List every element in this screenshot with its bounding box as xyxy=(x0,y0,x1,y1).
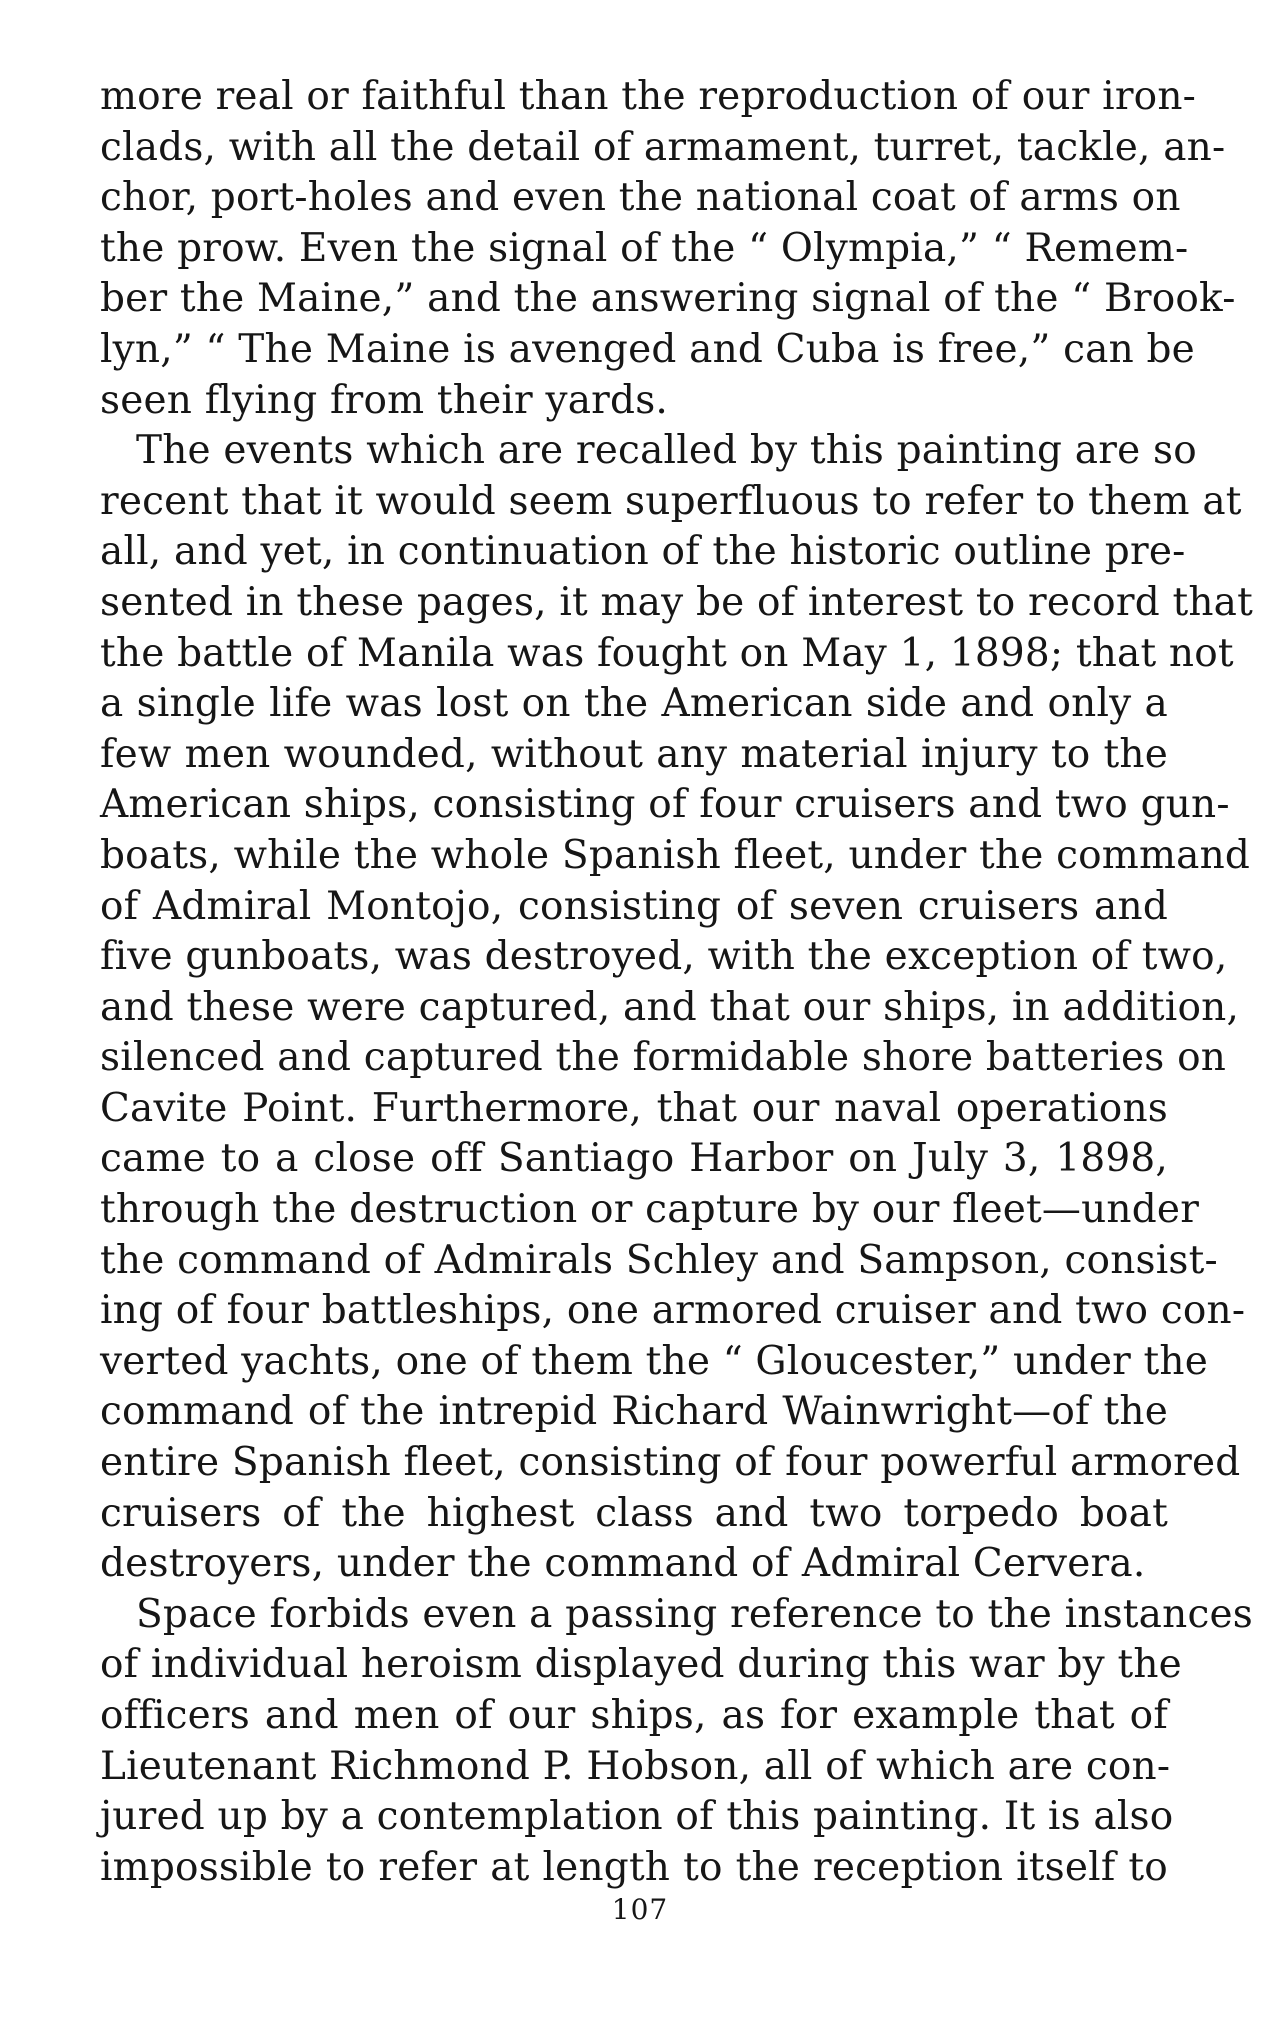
text-line: sented in these pages, it may be of interest to record that xyxy=(100,579,1253,625)
text-line: impossible to refer at length to the reception itself to xyxy=(100,1844,1168,1890)
text-line: destroyers, under the command of Admiral Cervera. xyxy=(100,1541,1146,1587)
text-line: Lieutenant Richmond P. Hobson, all of which are con- xyxy=(100,1743,1171,1789)
text-line: Cavite Point. Furthermore, that our naval operations xyxy=(100,1085,1168,1131)
text-line: command of the intrepid Richard Wainwright—of the xyxy=(100,1389,1168,1435)
text-line: of individual heroism displayed during this war by the xyxy=(100,1642,1182,1688)
text-line: boats, while the whole Spanish fleet, under the command xyxy=(100,832,1251,878)
page-number: 107 xyxy=(611,1893,669,1926)
text-line: ing of four battleships, one armored cruiser and two con- xyxy=(100,1288,1246,1334)
text-line: lyn,” “ The Maine is avenged and Cuba is free,” can be xyxy=(100,326,1195,372)
text-line: verted yachts, one of them the “ Gloucester,” under the xyxy=(100,1338,1209,1384)
text-line: American ships, consisting of four cruisers and two gun- xyxy=(100,782,1230,828)
text-line: through the destruction or capture by our fleet—under xyxy=(100,1187,1200,1233)
text-line: and these were captured, and that our ships, in addition, xyxy=(100,984,1240,1030)
text-line: jured up by a contemplation of this painting. It is also xyxy=(100,1794,1174,1840)
text-line: recent that it would seem superfluous to refer to them at xyxy=(100,478,1242,524)
text-line: silenced and captured the formidable shore batteries on xyxy=(100,1035,1227,1081)
body-text xyxy=(100,72,1253,1893)
text-line: officers and men of our ships, as for example that of xyxy=(100,1693,1168,1738)
text-line: cruisers of the highest class and two torpedo boat xyxy=(100,1490,1168,1536)
text-line: came to a close off Santiago Harbor on July 3, 1898, xyxy=(100,1136,1168,1182)
text-line: ber the Maine,” and the answering signal of the “ Brook- xyxy=(100,276,1236,322)
text-line: seen flying from their yards. xyxy=(100,377,669,423)
text-line: the battle of Manila was fought on May 1, 1898; that not xyxy=(100,630,1234,676)
text-line: Space forbids even a passing reference to the instances xyxy=(136,1591,1253,1637)
text-line: a single life was lost on the American side and only a xyxy=(100,681,1168,727)
text-line: the prow. Even the signal of the “ Olympia,” “ Remem- xyxy=(100,225,1189,271)
paragraph xyxy=(100,72,1236,426)
text-line: The events which are recalled by this painting are so xyxy=(136,428,1197,474)
paragraph xyxy=(100,1590,1253,1894)
paragraph xyxy=(100,426,1253,1590)
text-line: five gunboats, was destroyed, with the exception of two, xyxy=(100,934,1228,980)
text-line: chor, port-holes and even the national coat of arms on xyxy=(100,175,1181,221)
text-line: clads, with all the detail of armament, turret, tackle, an- xyxy=(100,124,1226,170)
text-line: all, and yet, in continuation of the historic outline pre- xyxy=(100,529,1186,575)
text-line: more real or faithful than the reproduction of our iron- xyxy=(100,74,1197,119)
text-line: of Admiral Montojo, consisting of seven cruisers and xyxy=(100,883,1168,929)
text-line: the command of Admirals Schley and Sampson, consist- xyxy=(100,1237,1218,1283)
text-line: few men wounded, without any material injury to the xyxy=(100,731,1168,777)
text-line: entire Spanish fleet, consisting of four powerful armored xyxy=(100,1440,1241,1486)
